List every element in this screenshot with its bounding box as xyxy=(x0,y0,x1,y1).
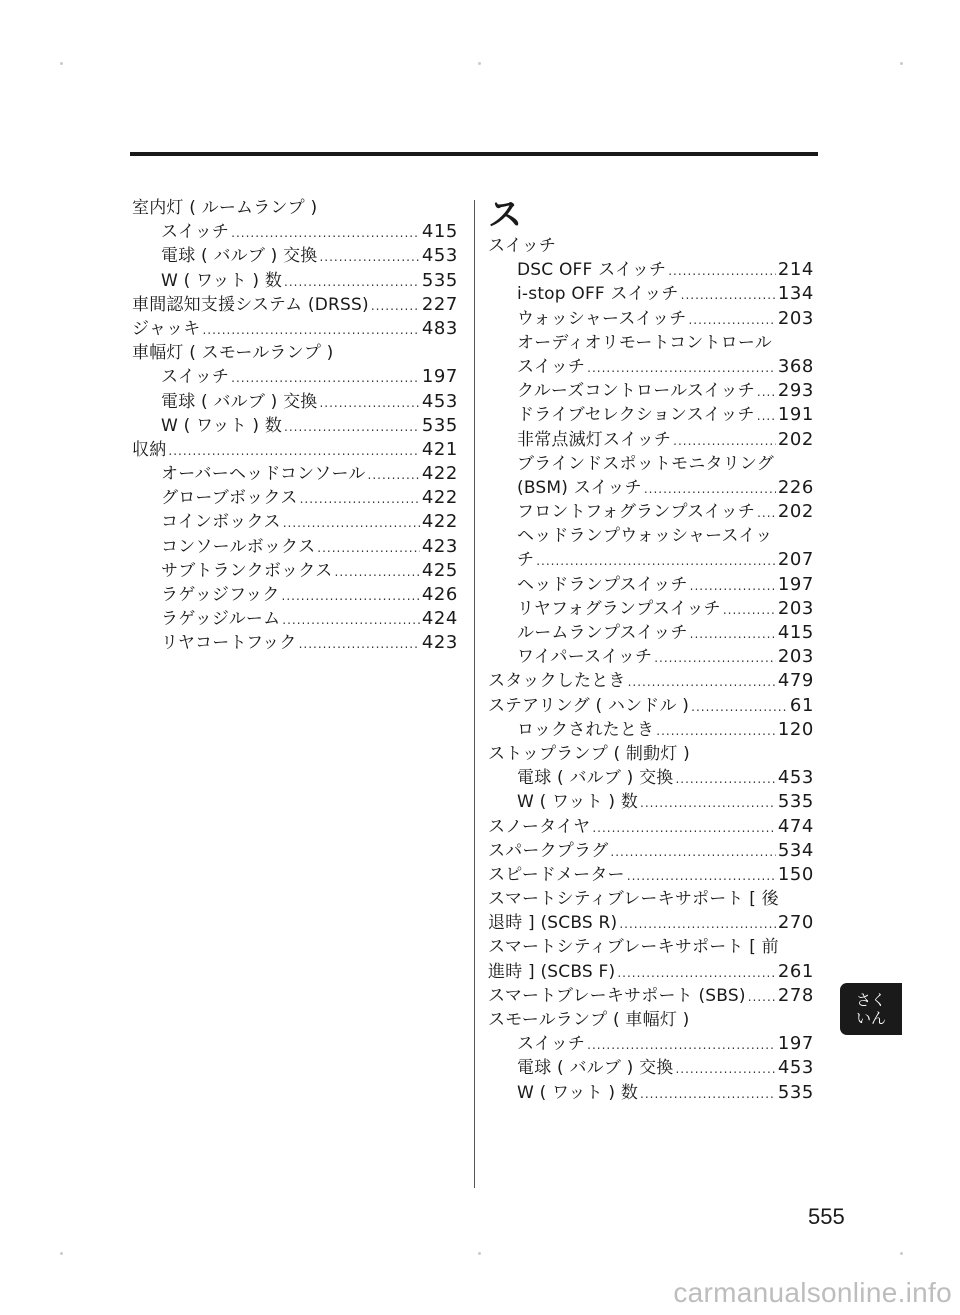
dot-leader xyxy=(723,598,776,622)
index-entry-label: W ( ワット ) 数 xyxy=(517,1082,639,1103)
crop-mark xyxy=(900,62,903,65)
index-entry xyxy=(132,196,458,220)
dot-leader xyxy=(681,283,776,307)
index-entry-label: スマートブレーキサポート (SBS) xyxy=(488,985,746,1006)
index-entry-page[interactable]: 415 xyxy=(777,622,814,643)
index-entry-label: オーバーヘッドコンソール xyxy=(161,464,366,485)
dot-leader xyxy=(231,366,420,390)
index-entry xyxy=(488,645,814,669)
index-entry xyxy=(488,815,814,839)
dot-leader xyxy=(691,695,788,719)
dot-leader xyxy=(319,391,419,415)
dot-leader xyxy=(536,549,776,573)
index-entry xyxy=(488,403,814,427)
dot-leader xyxy=(319,245,419,269)
index-entry xyxy=(488,960,814,984)
index-entry-label: ステアリング ( ハンドル ) xyxy=(488,695,690,716)
index-entry-page[interactable]: 474 xyxy=(777,815,814,837)
index-entry-label: i-stop OFF スイッチ xyxy=(517,284,679,305)
index-entry-page[interactable]: 453 xyxy=(777,1057,814,1079)
index-entry-label: ストップランプ ( 制動灯 ) xyxy=(488,743,690,764)
index-entry xyxy=(488,669,814,693)
dot-leader xyxy=(282,608,420,632)
section-heading: ス xyxy=(488,195,522,235)
dot-leader xyxy=(617,961,776,985)
index-column-left xyxy=(132,196,458,656)
index-entry xyxy=(132,414,458,438)
index-entry-label: スタックしたとき xyxy=(488,671,626,692)
index-entry xyxy=(488,355,814,379)
index-entry-label: W ( ワット ) 数 xyxy=(517,792,639,813)
index-entry-label: ブラインドスポットモニタリング xyxy=(517,453,774,474)
index-entry xyxy=(488,863,814,887)
index-entry xyxy=(488,379,814,403)
index-entry xyxy=(488,694,814,718)
dot-leader xyxy=(748,985,776,1009)
index-entry xyxy=(132,583,458,607)
dot-leader xyxy=(619,912,775,936)
index-entry-label: ルームランプスイッチ xyxy=(517,623,688,643)
index-entry-label: W ( ワット ) 数 xyxy=(161,415,283,436)
index-entry-page[interactable]: 422 xyxy=(421,511,458,533)
index-entry-page[interactable]: 534 xyxy=(777,839,814,861)
index-entry-label: ヘッドランプウォッシャースイッ xyxy=(517,526,773,547)
index-entry xyxy=(132,486,458,510)
index-entry-label: 電球 ( バルブ ) 交換 xyxy=(517,1058,674,1079)
index-entry-label: 収納 xyxy=(132,439,167,460)
dot-leader xyxy=(690,622,776,646)
index-entry-page[interactable]: 453 xyxy=(777,767,814,789)
index-entry-page[interactable]: 61 xyxy=(789,694,814,716)
index-entry-label: ラゲッジルーム xyxy=(161,609,281,630)
dot-leader xyxy=(283,511,420,535)
dot-leader xyxy=(690,574,776,598)
index-entry-page[interactable]: 191 xyxy=(777,404,814,426)
index-entry xyxy=(488,1032,814,1056)
index-entry-label: スパークプラグ xyxy=(488,840,609,861)
index-entry-page[interactable]: 421 xyxy=(421,438,458,460)
crop-mark xyxy=(60,62,63,65)
index-entry-label: スイッチ xyxy=(517,356,586,377)
crop-mark xyxy=(900,1252,903,1255)
dot-leader xyxy=(317,536,420,560)
dot-leader xyxy=(587,356,776,380)
index-entry xyxy=(488,258,814,282)
index-entry xyxy=(488,887,814,911)
dot-leader xyxy=(168,439,419,463)
dot-leader xyxy=(757,380,776,404)
dot-leader xyxy=(675,1057,775,1081)
index-entry-label: ウォッシャースイッチ xyxy=(517,308,687,329)
index-entry xyxy=(488,911,814,935)
index-entry-page[interactable]: 422 xyxy=(421,487,458,509)
index-entry xyxy=(132,631,458,655)
dot-leader xyxy=(231,221,420,245)
dot-leader xyxy=(673,429,776,453)
crop-mark xyxy=(478,62,481,65)
index-entry xyxy=(488,839,814,863)
index-entry xyxy=(488,597,814,621)
index-entry-page[interactable]: 150 xyxy=(777,863,814,885)
index-entry-page[interactable]: 424 xyxy=(421,608,458,630)
index-entry-page[interactable]: 423 xyxy=(421,632,458,654)
index-entry-label: ワイパースイッチ xyxy=(517,647,653,668)
index-entry xyxy=(488,1056,814,1080)
index-entry xyxy=(132,317,458,341)
dot-leader xyxy=(644,477,776,501)
index-entry-page[interactable]: 426 xyxy=(421,584,458,605)
index-entry xyxy=(132,510,458,534)
index-entry xyxy=(132,535,458,559)
index-entry-label: フロントフォグランプスイッチ xyxy=(517,502,756,523)
index-entry xyxy=(488,500,814,524)
index-entry-label: 車間認知支援システム (DRSS) xyxy=(132,294,369,315)
index-entry-page[interactable]: 202 xyxy=(777,428,814,450)
index-entry-page[interactable]: 226 xyxy=(777,476,814,498)
index-entry xyxy=(132,438,458,462)
dot-leader xyxy=(335,560,420,584)
dot-leader xyxy=(656,719,776,743)
index-entry-page[interactable]: 483 xyxy=(421,317,458,339)
index-entry xyxy=(132,341,458,365)
index-entry-label: ドライブセレクションスイッチ xyxy=(517,405,755,426)
watermark: carmanualsonline.info xyxy=(673,1277,952,1308)
index-entry-label: コインボックス xyxy=(161,512,281,533)
index-entry-label: クルーズコントロールスイッチ xyxy=(517,381,755,402)
index-entry-label: 電球 ( バルブ ) 交換 xyxy=(161,391,318,412)
index-entry-label: 電球 ( バルブ ) 交換 xyxy=(161,246,318,267)
index-entry-label: スイッチ xyxy=(517,1034,586,1055)
index-entry xyxy=(132,220,458,244)
index-entry-label: 非常点滅灯スイッチ xyxy=(517,429,672,450)
index-entry-label: (BSM) スイッチ xyxy=(517,477,642,498)
index-entry-page[interactable]: 202 xyxy=(777,501,814,523)
index-entry-label: チ xyxy=(517,550,535,571)
index-entry-label: サブトランクボックス xyxy=(161,560,333,581)
index-entry-page[interactable]: 214 xyxy=(777,259,814,281)
index-entry-page[interactable]: 134 xyxy=(777,283,814,305)
dot-leader xyxy=(592,816,775,840)
index-entry xyxy=(488,282,814,306)
index-entry xyxy=(488,573,814,597)
index-entry-page[interactable]: 197 xyxy=(777,1033,814,1055)
index-entry xyxy=(488,984,814,1008)
index-entry-label: ジャッキ xyxy=(132,318,201,339)
index-entry xyxy=(488,452,814,476)
dot-leader xyxy=(282,584,420,608)
dot-leader xyxy=(675,767,775,791)
index-entry xyxy=(488,331,814,355)
dot-leader xyxy=(299,632,420,656)
dot-leader xyxy=(668,259,776,283)
dot-leader xyxy=(284,270,420,294)
index-entry-page[interactable]: 197 xyxy=(421,366,458,388)
dot-leader xyxy=(368,463,420,487)
index-entry xyxy=(488,935,814,959)
index-entry-page[interactable]: 368 xyxy=(777,355,814,377)
index-column-right xyxy=(488,196,814,1105)
index-entry-page[interactable]: 535 xyxy=(777,791,814,813)
index-entry xyxy=(488,790,814,814)
index-entry-page[interactable]: 261 xyxy=(777,960,814,982)
index-entry-label: 車幅灯 ( スモールランプ ) xyxy=(132,343,334,364)
index-entry-page[interactable]: 197 xyxy=(777,573,814,595)
dot-leader xyxy=(284,415,420,439)
index-entry-label: 電球 ( バルブ ) 交換 xyxy=(517,768,674,789)
index-entry xyxy=(488,524,814,548)
index-entry-page[interactable]: 535 xyxy=(421,269,458,291)
dot-leader xyxy=(640,1082,776,1106)
index-entry xyxy=(132,390,458,414)
index-tab-label-line2: いん xyxy=(855,1009,886,1027)
index-entry xyxy=(132,293,458,317)
dot-leader xyxy=(371,294,420,318)
dot-leader xyxy=(202,318,419,342)
index-entry-page[interactable]: 203 xyxy=(777,646,814,668)
index-tab[interactable] xyxy=(840,983,902,1035)
index-entry-page[interactable]: 203 xyxy=(777,307,814,329)
index-entry-page[interactable]: 207 xyxy=(777,549,814,571)
index-tab-label-line1: さく xyxy=(855,991,886,1009)
index-entry-label: DSC OFF スイッチ xyxy=(517,260,667,281)
index-entry-label: W ( ワット ) 数 xyxy=(161,270,283,291)
index-entry-page[interactable]: 270 xyxy=(777,912,814,934)
dot-leader xyxy=(757,404,776,428)
index-entry-label: 退時 ] (SCBS R) xyxy=(488,913,618,934)
index-entry-page[interactable]: 535 xyxy=(777,1081,814,1103)
index-entry-label: スイッチ xyxy=(161,222,230,243)
index-entry-label: グローブボックス xyxy=(161,488,298,509)
index-entry-page[interactable]: 453 xyxy=(421,390,458,412)
index-entry-label: ヘッドランプスイッチ xyxy=(517,574,688,595)
index-entry xyxy=(488,766,814,790)
index-entry-label: 進時 ] (SCBS F) xyxy=(488,961,616,982)
dot-leader xyxy=(640,791,776,815)
index-entry-page[interactable]: 453 xyxy=(421,245,458,267)
index-entry xyxy=(488,307,814,331)
dot-leader xyxy=(757,501,776,525)
index-entry-page[interactable]: 479 xyxy=(777,670,814,692)
header-rule xyxy=(130,152,818,156)
index-entry xyxy=(488,742,814,766)
index-entry-label: スマートシティブレーキサポート [ 後 xyxy=(488,889,779,910)
dot-leader xyxy=(654,646,776,670)
index-entry xyxy=(132,462,458,486)
index-entry-label: コンソールボックス xyxy=(161,536,316,557)
index-entry xyxy=(132,607,458,631)
index-entry xyxy=(488,234,814,258)
index-entry-label: リヤコートフック xyxy=(161,633,297,654)
index-entry xyxy=(132,269,458,293)
index-entry xyxy=(488,1008,814,1032)
dot-leader xyxy=(688,308,775,332)
index-entry xyxy=(132,244,458,268)
index-entry-page[interactable]: 278 xyxy=(777,984,814,1006)
index-entry xyxy=(488,621,814,645)
index-entry-page[interactable]: 425 xyxy=(421,559,458,581)
index-entry xyxy=(488,476,814,500)
column-divider xyxy=(474,200,475,1188)
index-entry-label: スイッチ xyxy=(161,367,230,388)
dot-leader xyxy=(610,840,775,864)
index-entry xyxy=(488,718,814,742)
index-entry-label: 室内灯 ( ルームランプ ) xyxy=(132,198,318,218)
index-entry xyxy=(488,548,814,572)
index-entry-label: リヤフォグランプスイッチ xyxy=(517,598,721,619)
index-entry-label: スノータイヤ xyxy=(488,816,591,837)
index-entry xyxy=(132,559,458,583)
index-entry-label: スピードメーター xyxy=(488,864,625,885)
index-entry-page[interactable]: 422 xyxy=(421,463,458,485)
index-entry-label: ラゲッジフック xyxy=(161,585,280,605)
dot-leader xyxy=(627,864,776,888)
page-number: 555 xyxy=(808,1204,845,1229)
index-entry-page[interactable]: 293 xyxy=(777,380,814,402)
index-entry-label: スモールランプ ( 車幅灯 ) xyxy=(488,1010,690,1030)
index-entry-page[interactable]: 120 xyxy=(777,718,814,740)
index-entry-label: ロックされたとき xyxy=(517,719,655,740)
crop-mark xyxy=(60,1252,63,1255)
index-entry-label: スマートシティブレーキサポート [ 前 xyxy=(488,937,779,958)
index-entry xyxy=(488,428,814,452)
index-entry xyxy=(488,1081,814,1105)
index-entry-page[interactable]: 423 xyxy=(421,535,458,557)
index-entry-page[interactable]: 415 xyxy=(421,221,458,243)
index-entry-label: スイッチ xyxy=(488,236,557,256)
crop-mark xyxy=(478,1252,481,1255)
dot-leader xyxy=(300,487,420,511)
dot-leader xyxy=(587,1033,776,1057)
index-entry xyxy=(132,365,458,389)
index-entry-page[interactable]: 535 xyxy=(421,414,458,436)
index-entry-page[interactable]: 203 xyxy=(777,597,814,619)
index-entry-page[interactable]: 227 xyxy=(421,293,458,315)
dot-leader xyxy=(628,670,776,694)
index-entry-label: オーディオリモートコントロール xyxy=(517,332,772,353)
